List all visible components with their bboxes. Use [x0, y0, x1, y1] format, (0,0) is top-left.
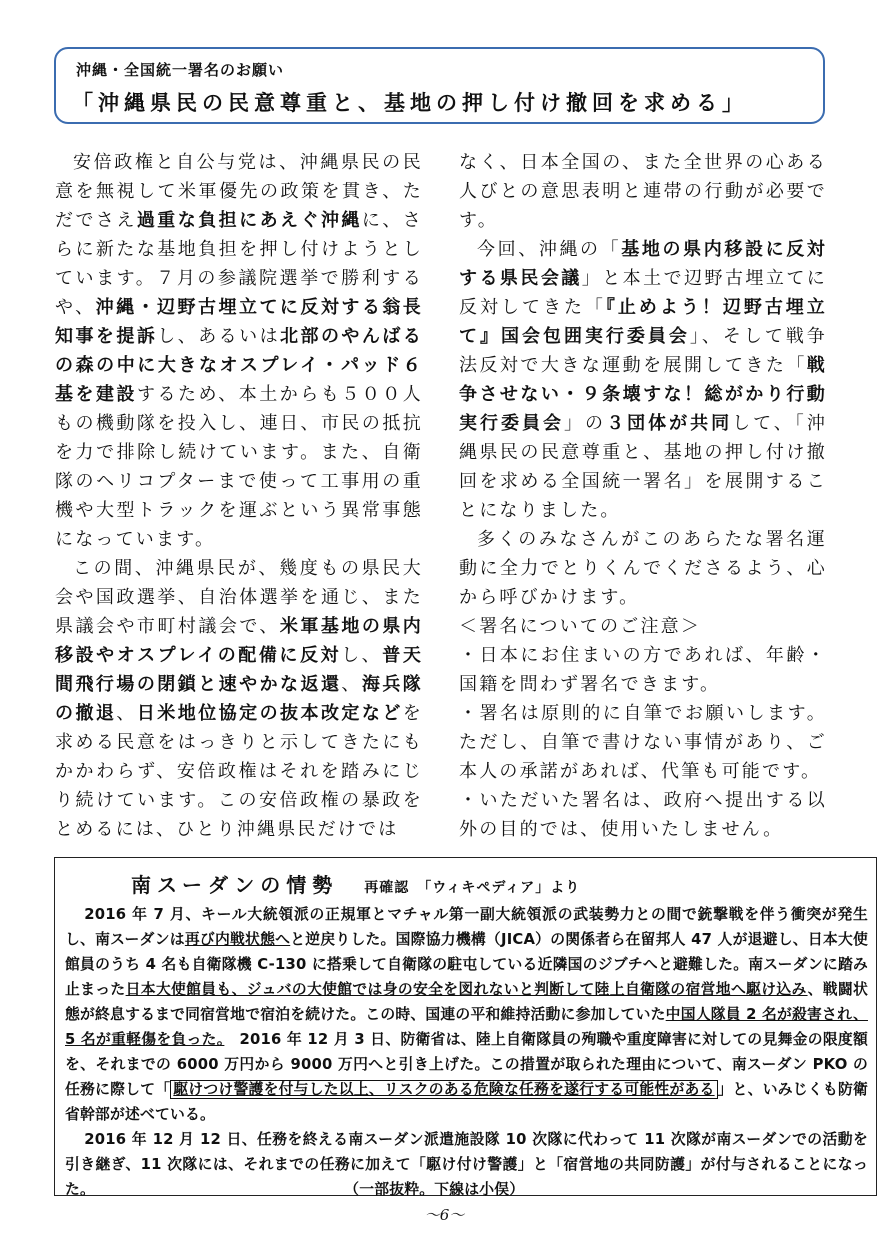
right-paragraph-2 [459, 235, 827, 525]
text-run: と逆戻りした。国際協力機構（JICA）の関係者ら在留邦人 47 人が退避し、日本大使館員のうち 4 名も自衛隊機 C-130 に搭乗して自衛隊の駐屯している近隣国のジブチへと避難した。南スーダンに踏み止まった [65, 931, 868, 998]
south-sudan-box [54, 857, 877, 1196]
bold-text: 普天間飛行場の閉鎖と速やかな返還 [55, 645, 424, 695]
text-run: 」の [564, 413, 607, 434]
header-title: 「沖縄県民の民意尊重と、基地の押し付け撤回を求める」 [72, 91, 748, 115]
notes-heading: ＜署名についてのご注意＞ [459, 616, 702, 637]
bold-text: 戦争させない・９条壊すな！総がかり行動実行委員会 [459, 355, 827, 434]
text-run: を求める民意をはっきりと示してきたにもかかわらず、安倍政権はそれを踏みにじり続けています。この安倍政権の暴政をとめるには、ひとり沖縄県民だけでは [55, 703, 423, 840]
right-paragraph-3: 多くのみなさんがこのあらたな署名運動に全力でとりくんでくださるよう、心から呼びかけます。 [459, 529, 827, 608]
text-run: 」と本土で辺野古埋立てに反対してきた「 [459, 268, 827, 318]
underlined-text: 日本大使館員も、ジュバの大使館では身の安全を図れないと判断して陸上自衛隊の宿営地へ駆け込み [125, 981, 808, 998]
bold-text: 海兵隊の撤退 [55, 674, 423, 724]
text-run: 、戦闘状態が終息するまで同宿営地で宿泊を続けた。この時、国連の平和維持活動に参加していた [65, 981, 868, 1023]
header-subtitle: 沖縄・全国統一署名のお願い [76, 61, 285, 79]
south-sudan-body [65, 902, 868, 1202]
south-sudan-paragraph-1 [65, 902, 868, 1127]
bold-text: 北部のやんばるの森の中に大きなオスプレイ・パッド６基を建設 [55, 326, 423, 405]
note-item: ・いただいた署名は、政府へ提出する以外の目的では、使用いたしません。 [459, 790, 827, 840]
south-sudan-paragraph-2-text: 2016 年 12 月 12 日、任務を終える南スーダン派遣施設隊 10 次隊に代わって 11 次隊が南スーダンでの活動を引き継ぎ、11 次隊には、それまでの任務に加えて「駆け付け警護」と「宿営地の共同防護」が付与されることになった。 [65, 1131, 868, 1198]
text-run: 」、そして戦争法反対で大きな運動を展開してきた「 [459, 326, 828, 376]
underlined-text: 中国人隊員 2 名が殺害され、5 名が重軽傷を負った。 [65, 1006, 868, 1048]
footnote: （一部抜粋。下線は小俣） [344, 1181, 525, 1198]
south-sudan-title: 南スーダンの情勢 [131, 873, 339, 897]
left-paragraph-2 [55, 554, 423, 844]
page-number: ～6～ [424, 1206, 465, 1224]
text-run: 安倍政権と自公与党は、沖縄県民の民意を無視して米軍優先の政策を貫き、ただでさえ [55, 152, 423, 231]
bold-text: 『止めよう！辺野古埋立て』国会包囲実行委員会 [459, 297, 827, 347]
right-paragraph-1: なく、日本全国の、また全世界の心ある人びとの意思表明と連帯の行動が必要です。 [459, 152, 827, 231]
text-run: して、「沖縄県民の民意尊重と、基地の押し付け撤回を求める全国統一署名」を展開することになりました。 [459, 413, 828, 521]
text-run: し、 [341, 645, 383, 666]
text-run: 2016 年 12 月 3 日、防衛省は、陸上自衛隊員の殉職や重度障害に対しての見舞金の限度額を、それまでの 6000 万円から 9000 万円へと引き上げた。この措置が取られた理由について、南スーダン PKO の任務に際して「 [65, 1031, 869, 1098]
text-run: 、 [341, 674, 362, 695]
underlined-text: 駆けつけ警護を付与した以上、リスクのある危険な任務を遂行する可能性がある [170, 1080, 717, 1099]
note-item: ・日本にお住まいの方であれば、年齢・国籍を問わず署名できます。 [459, 645, 827, 695]
title-box [54, 47, 825, 124]
text-run: 2016 年 7 月、キール大統領派の正規軍とマチャル第一副大統領派の武装勢力との間で銃撃戦を伴う衝突が発生し、南スーダンは [65, 906, 868, 948]
text-run: 」と、いみじくも防衛省幹部が述べている。 [65, 1081, 868, 1123]
left-column [55, 148, 423, 844]
south-sudan-paragraph-2 [65, 1127, 868, 1202]
text-run: 、 [116, 703, 137, 724]
bold-text: 米軍基地の県内移設やオスプレイの配備に反対 [55, 616, 423, 666]
text-run: この間、沖縄県民が、幾度もの県民大会や国政選挙、自治体選挙を通じ、また県議会や市町村議会で、 [55, 558, 423, 637]
text-run: に、さらに新たな基地負担を押し付けようとしています。７月の参議院選挙で勝利するや、 [55, 210, 423, 318]
underlined-text: 再び内戦状態へ [184, 931, 291, 948]
text-run: するため、本土からも５００人もの機動隊を投入し、連日、市民の抵抗を力で排除し続けています。また、自衛隊のヘリコプターまで使って工事用の重機や大型トラックを運ぶという異常事態になっています。 [55, 384, 423, 550]
bold-text: 沖縄・辺野古埋立てに反対する翁長知事を提訴 [55, 297, 423, 347]
bold-text: 過重な負担にあえぐ沖縄 [136, 210, 362, 231]
text-run: 今回、沖縄の「 [477, 239, 622, 260]
right-column [459, 148, 827, 844]
south-sudan-source: 再確認 「ウィキペディア」より [364, 880, 581, 896]
south-sudan-heading [131, 869, 580, 898]
text-run: し、あるいは [157, 326, 281, 347]
left-paragraph-1 [55, 148, 423, 554]
bold-text: 日米地位協定の抜本改定など [136, 703, 403, 724]
bold-text: ３団体が共同 [606, 413, 733, 434]
bold-text: 基地の県内移設に反対する県民会議 [459, 239, 828, 289]
note-item: ・署名は原則的に自筆でお願いします。ただし、自筆で書けない事情があり、ご本人の承諾があれば、代筆も可能です。 [459, 703, 827, 782]
